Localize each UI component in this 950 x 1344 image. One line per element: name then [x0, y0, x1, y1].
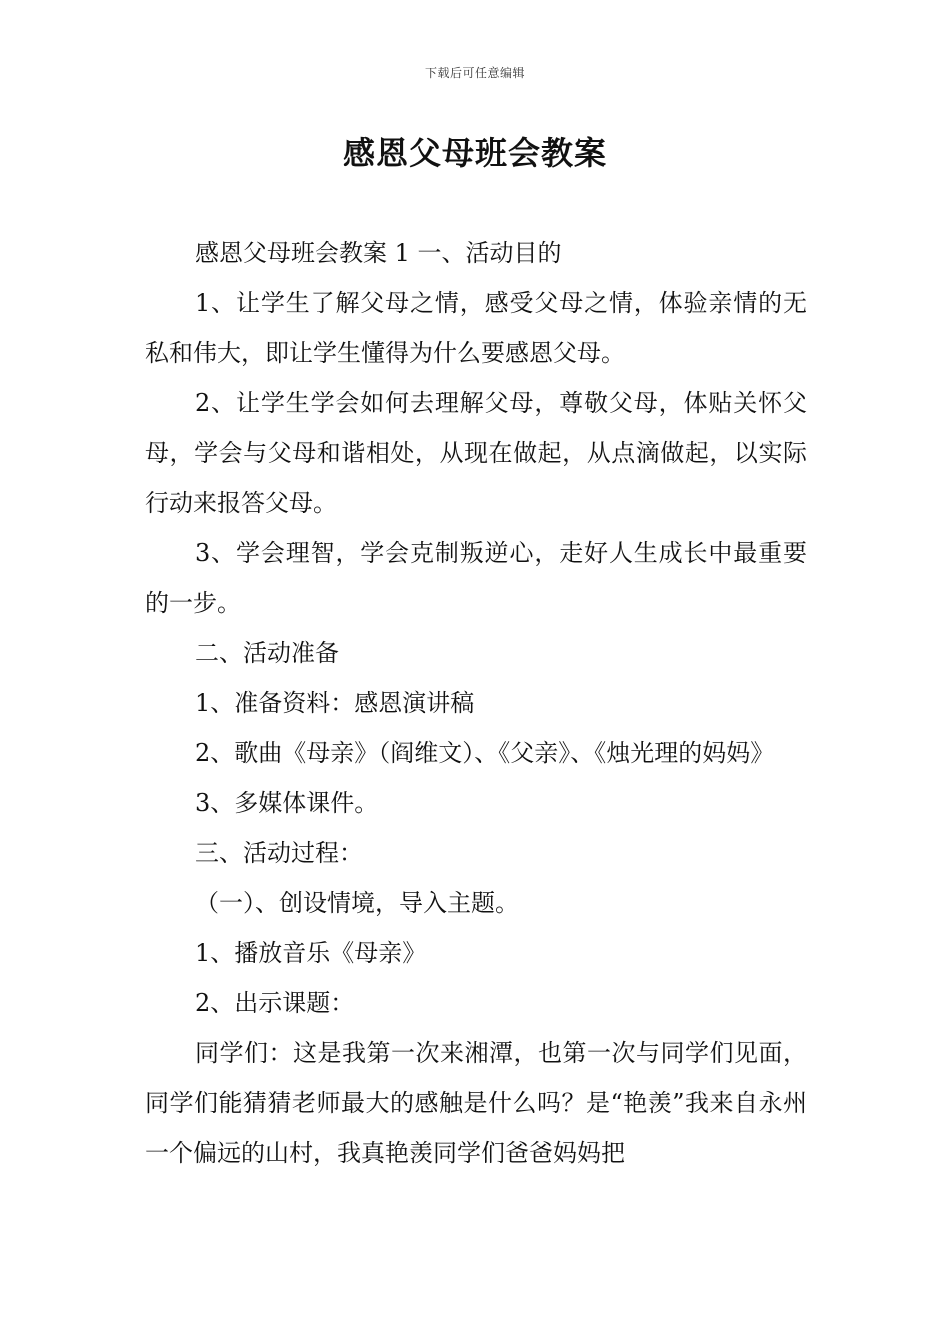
paragraph: 3、学会理智，学会克制叛逆心，走好人生成长中最重要的一步。	[145, 539, 807, 617]
paragraph: 1、准备资料：感恩演讲稿	[195, 689, 475, 717]
document-title: 感恩父母班会教案	[342, 134, 607, 172]
paragraph: 1、播放音乐《母亲》	[195, 939, 427, 967]
header-note: 下载后可任意编辑	[424, 66, 525, 80]
paragraph: 2、让学生学会如何去理解父母，尊敬父母，体贴关怀父母，学会与父母和谐相处，从现在做起，从点滴做起，以实际行动来报答父母。	[145, 389, 807, 517]
paragraph: 同学们：这是我第一次来湘潭，也第一次与同学们见面，同学们能猜猜老师最大的感触是什么吗？是“艳羡”我来自永州一个偏远的山村，我真艳羡同学们爸爸妈妈把	[145, 1039, 807, 1167]
paragraph: （一）、创设情境，导入主题。	[195, 889, 519, 917]
section-heading: 二、活动准备	[195, 639, 339, 667]
section-heading: 三、活动过程：	[195, 839, 363, 867]
document-body	[145, 228, 807, 1178]
paragraph: 感恩父母班会教案 1 一、活动目的	[195, 239, 562, 267]
paragraph: 2、歌曲《母亲》（阎维文）、《父亲》、《烛光理的妈妈》	[195, 739, 775, 767]
paragraph: 2、出示课题：	[195, 989, 355, 1017]
paragraph: 3、多媒体课件。	[195, 789, 379, 817]
paragraph: 1、让学生了解父母之情，感受父母之情，体验亲情的无私和伟大，即让学生懂得为什么要感恩父母。	[145, 289, 807, 367]
